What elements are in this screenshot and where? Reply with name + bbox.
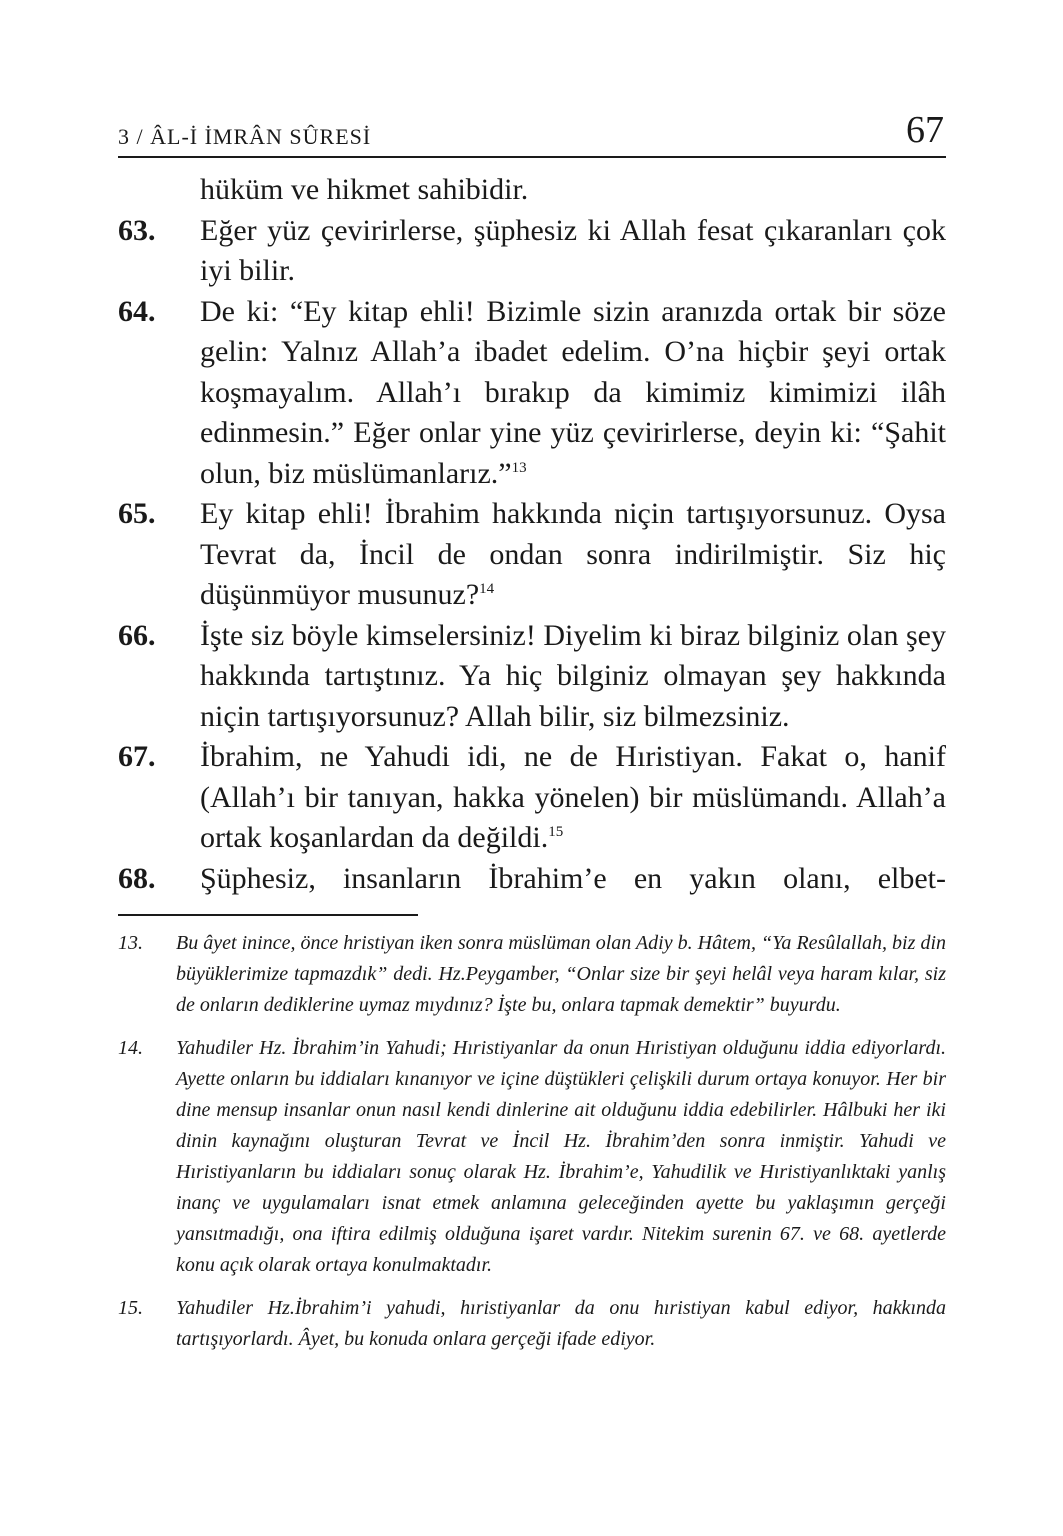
- page-number: 67: [906, 109, 944, 151]
- running-header: [118, 108, 946, 158]
- verse-text: İbrahim, ne Yahudi idi, ne de Hıristiyan. Fakat o, hanif (Allah’ı bir tanıyan, hakka yönelen) bir müslümandı. Allah’a ortak koşanlardan da değildi.$^{15}$: [200, 740, 946, 854]
- footnote-15: [118, 1293, 946, 1355]
- verse-text: Ey kitap ehli! İbrahim hakkında niçin tartışıyorsunuz. Oysa Tevrat da, İncil de ondan sonra indirilmiştir. Siz hiç düşünmüyor musunuz?$^{14}$: [200, 497, 946, 611]
- verse-63: [118, 211, 946, 292]
- verse-number: 66.: [118, 618, 156, 652]
- footnote-text: Bu âyet inince, önce hristiyan iken sonra müslüman olan Adiy b. Hâtem, “Ya Resûlallah, biz din büyüklerimize tapmazdık” dedi. Hz.Peygamber, “Onlar size bir şeyi helâl veya haram kılar, siz de onların dediklerine uymaz mıydınız? İşte bu, onlara tapmak demektir” buyurdu.: [176, 932, 946, 1016]
- verse-number: 68.: [118, 861, 156, 895]
- verse-list: [118, 170, 946, 899]
- footnote-reference: 13: [511, 459, 527, 476]
- verse-text: De ki: “Ey kitap ehli! Bizimle sizin aranızda ortak bir söze gelin: Yalnız Allah’a ibadet edelim. O’na hiçbir şeyi ortak koşmayalım. Allah’ı bırakıp da kimimiz kimimizi ilâh edinmesin.” Eğer onlar yine yüz çevirirlerse, deyin ki: “Şahit olun, biz müslümanlarız.”$^{13}$: [200, 294, 946, 490]
- verse-text: Eğer yüz çevirirlerse, şüphesiz ki Allah fesat çıkaranları çok iyi bilir.: [200, 213, 946, 287]
- footnote-reference: 15: [548, 824, 564, 840]
- footnote-number: 13.: [118, 932, 143, 954]
- footnote-divider: [118, 914, 418, 916]
- verse-67: [118, 737, 946, 859]
- verse-number: 63.: [118, 213, 156, 247]
- footnote-14: [118, 1033, 946, 1281]
- book-page: [118, 0, 946, 1536]
- verse-text: hüküm ve hikmet sahibidir.: [200, 173, 529, 206]
- verse-number: 67.: [118, 740, 156, 773]
- verse-68: [118, 859, 946, 900]
- verse-continuation: [118, 170, 946, 211]
- verse-65: [118, 494, 946, 616]
- footnote-text: Yahudiler Hz.İbrahim’i yahudi, hıristiyanlar da onu hıristiyan kabul ediyor, hakkında tartışıyorlardı. Âyet, bu konuda onlara gerçeği ifade ediyor.: [176, 1297, 946, 1350]
- verse-text: İşte siz böyle kimselersiniz! Diyelim ki biraz bilginiz olan şey hakkında tartıştınız. Ya hiç bilginiz olmayan şey hakkında niçin tartışıyorsunuz? Allah bilir, siz bilmezsiniz.: [200, 618, 946, 733]
- footnote-list: [118, 928, 946, 1367]
- chapter-title: 3 / ÂL-İ İMRÂN SÛRESİ: [118, 124, 372, 149]
- footnote-text: Yahudiler Hz. İbrahim’in Yahudi; Hıristiyanlar da onun Hıristiyan olduğunu iddia ediyorlardı. Ayette onların bu iddiaları kınanıyor ve içine düştükleri çelişkili durum ortaya konuyor. Her bir dine mensup insanlar onun nasıl kendi dinlerine ait olduğunu iddia edebilirler. Hâlbuki her iki dinin kaynağını oluşturan Tevrat ve İncil Hz. İbrahim’den sonra inmiştir. Yahudi ve Hıristiyanların bu iddiaları sonuç olarak Hz. İbrahim’e, Yahudilik ve Hıristiyanlıktaki yanlış inanç ve uygulamaları isnat etmek anlamına geleceğinden ayette bu yaklaşımın gerçeği yansıtmadığı, ona iftira edilmiş olduğuna işaret vardır. Nitekim surenin 67. ve 68. ayetlerde konu açık olarak ortaya konulmaktadır.: [176, 1037, 946, 1276]
- verse-text: Şüphesiz, insanların İbrahim’e en yakın olanı, elbet-: [200, 861, 946, 895]
- footnote-number: 14.: [118, 1037, 143, 1059]
- verse-66: [118, 616, 946, 738]
- footnote-number: 15.: [118, 1297, 143, 1319]
- verse-number: 64.: [118, 294, 156, 328]
- footnote-reference: 14: [479, 581, 495, 597]
- verse-number: 65.: [118, 497, 156, 530]
- footnote-13: [118, 928, 946, 1021]
- verse-64: [118, 292, 946, 495]
